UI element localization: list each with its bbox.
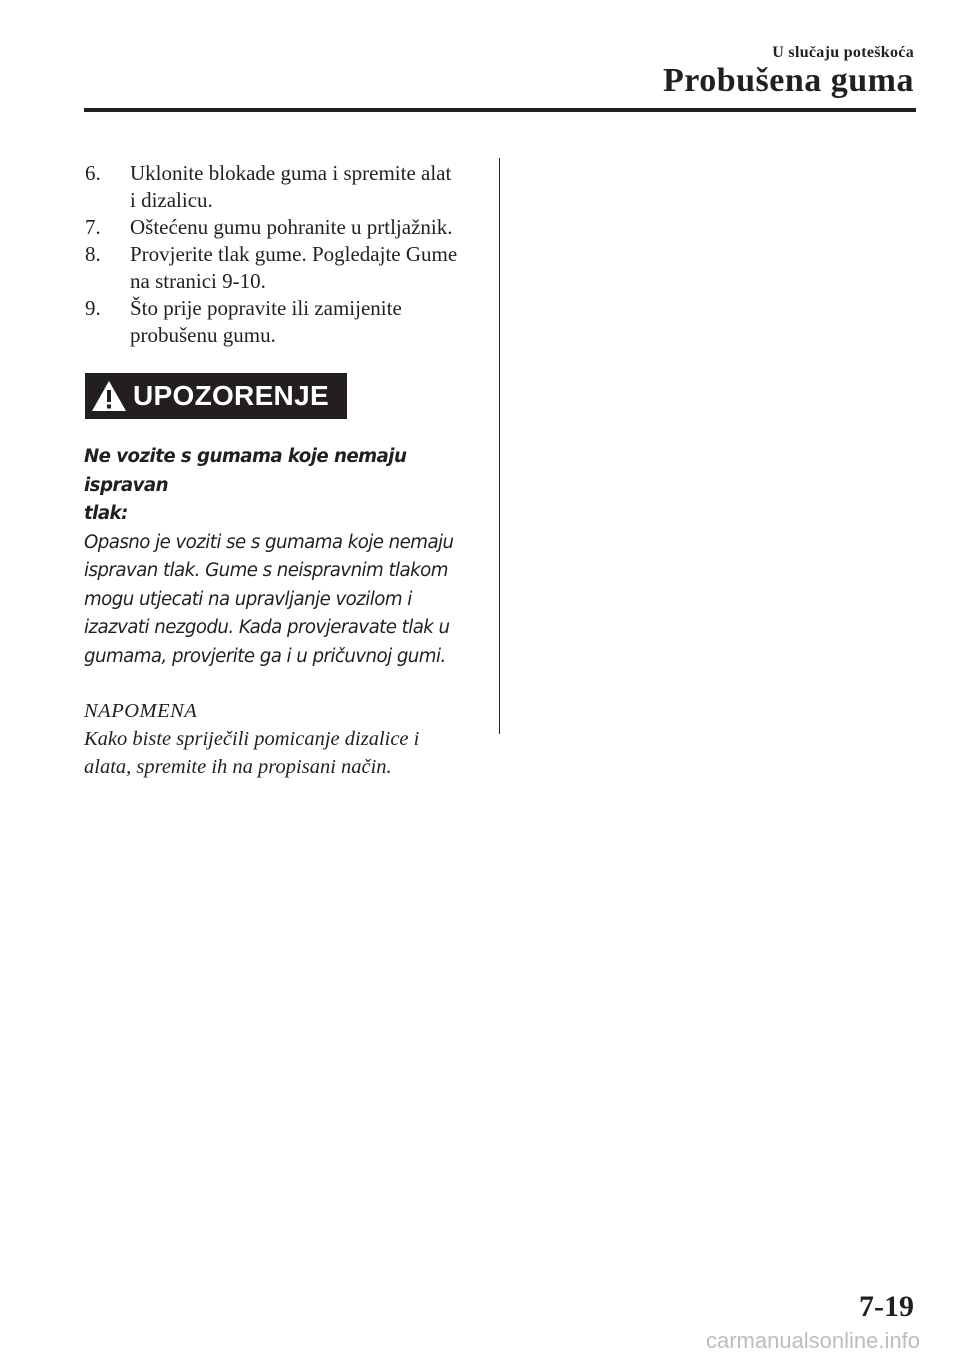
warning-heading-line: tlak: (84, 503, 128, 524)
column-divider (499, 158, 500, 734)
warning-banner (85, 373, 347, 419)
step-text-line: Uklonite blokade guma i spremite alat (130, 161, 452, 185)
left-column (84, 160, 474, 781)
step-text-line: i dizalicu. (130, 188, 213, 212)
page-number: 7-19 (859, 1290, 914, 1323)
step-item (84, 160, 474, 214)
warning-body-line: gumama, provjerite ga i u pričuvnoj gumi. (84, 645, 446, 667)
warning-heading-line: Ne vozite s gumama koje nemaju ispravan (84, 446, 407, 496)
warning-body-line: ispravan tlak. Gume s neispravnim tlakom (84, 560, 448, 581)
step-number: 6. (85, 161, 101, 185)
step-text-line: probušenu gumu. (130, 323, 276, 347)
warning-triangle-icon (89, 373, 129, 419)
step-item (84, 241, 474, 295)
note-heading: NAPOMENA (84, 700, 198, 722)
step-item (84, 214, 474, 241)
warning-body-line: mogu utjecati na upravljanje vozilom i (84, 588, 412, 610)
note-text-line: alata, spremite ih na propisani način. (84, 756, 392, 778)
warning-text (84, 443, 474, 671)
step-text-line: Provjerite tlak gume. Pogledajte Gume (130, 242, 458, 266)
step-text-line: na stranici 9-10. (130, 269, 266, 293)
warning-body-line: izazvati nezgodu. Kada provjeravate tlak u (84, 617, 450, 638)
step-text-line: Što prije popravite ili zamijenite (130, 296, 402, 320)
note-block (84, 697, 474, 781)
warning-body-line: Opasno je voziti se s gumama koje nemaju (84, 531, 454, 553)
page-title: Probušena guma (662, 62, 914, 99)
step-text-line: Oštećenu gumu pohranite u prtljažnik. (130, 215, 453, 239)
header-divider (84, 108, 916, 112)
steps-list (84, 160, 474, 349)
step-number: 7. (85, 215, 101, 239)
warning-label: UPOZORENJE (133, 380, 329, 411)
section-title: U slučaju poteškoća (772, 44, 914, 61)
step-number: 9. (85, 296, 101, 320)
step-item (84, 295, 474, 349)
note-text-line: Kako biste spriječili pomicanje dizalice i (84, 728, 420, 750)
step-number: 8. (85, 242, 101, 266)
watermark: carmanualsonline.info (705, 1328, 920, 1353)
